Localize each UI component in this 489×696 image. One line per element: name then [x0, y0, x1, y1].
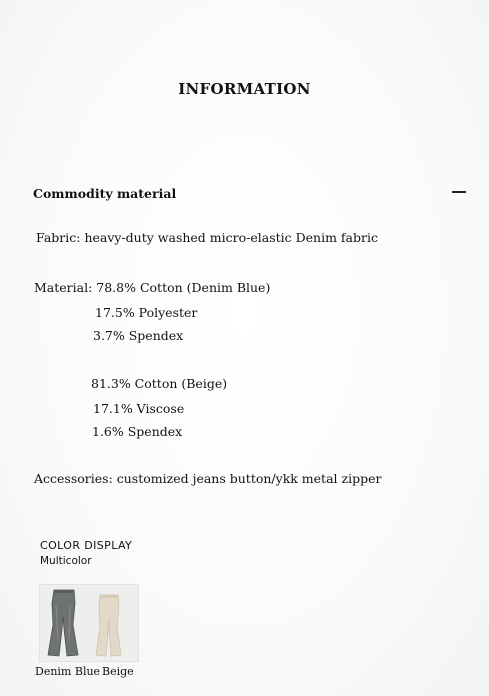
- material-beige-viscose: 17.1% Viscose: [93, 401, 185, 416]
- pants-illustration: [40, 585, 138, 661]
- material-denim-polyester: 17.5% Polyester: [95, 305, 198, 320]
- accessories-text: Accessories: customized jeans button/ykk metal zipper: [34, 471, 382, 486]
- material-denim-spandex: 3.7% Spendex: [93, 328, 184, 343]
- swatch-label-beige: Beige: [102, 665, 134, 678]
- beige-pants-icon: [96, 595, 121, 656]
- material-denim-cotton: Material: 78.8% Cotton (Denim Blue): [34, 280, 271, 295]
- material-beige-spandex: 1.6% Spendex: [92, 424, 183, 439]
- page-title: INFORMATION: [178, 80, 311, 98]
- fabric-text: Fabric: heavy-duty washed micro-elastic Denim fabric: [36, 230, 378, 245]
- denim-blue-pants-icon: [48, 590, 78, 656]
- color-display-subtitle: Multicolor: [40, 555, 92, 567]
- section-header-commodity-material[interactable]: Commodity material: [33, 186, 177, 201]
- collapse-icon[interactable]: [452, 191, 466, 193]
- swatch-label-denim-blue: Denim Blue: [35, 665, 101, 678]
- material-beige-cotton: 81.3% Cotton (Beige): [91, 376, 228, 391]
- color-display-title: COLOR DISPLAY: [40, 539, 133, 552]
- color-swatch-image: [39, 584, 139, 662]
